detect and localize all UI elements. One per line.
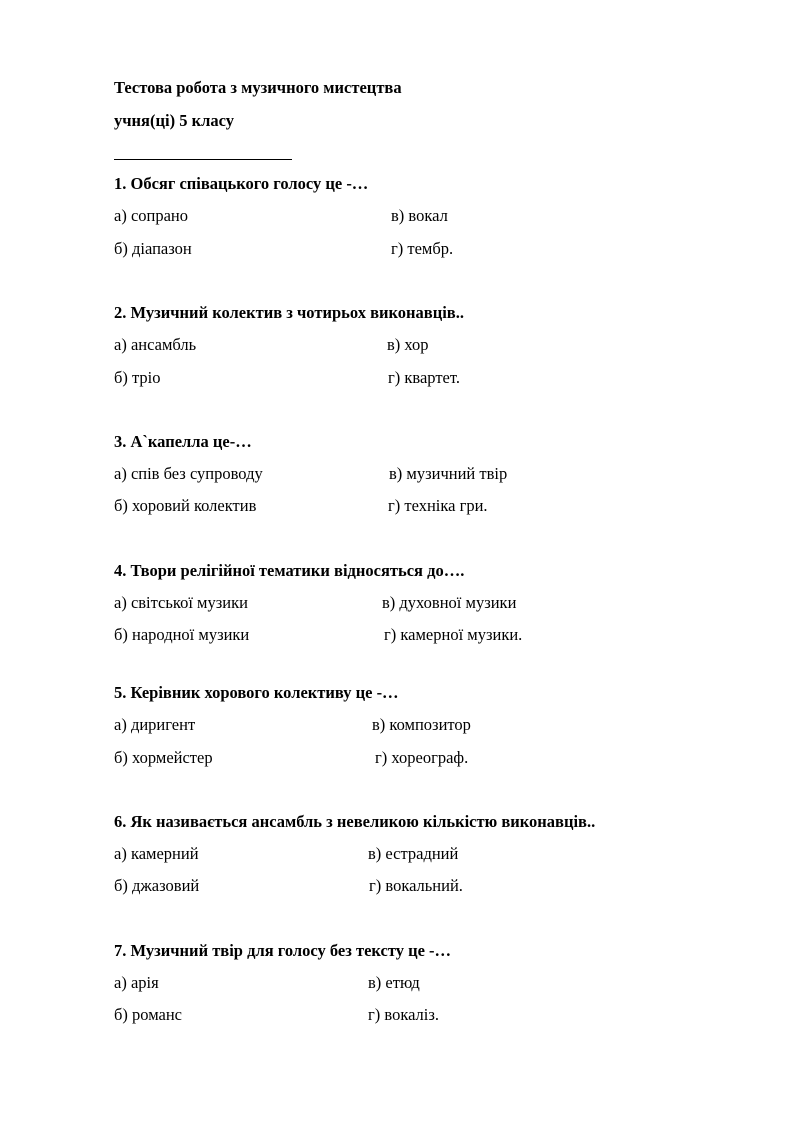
question-2-option-a: а) ансамбль <box>114 335 197 354</box>
question-6-option-a: а) камерний <box>114 844 199 863</box>
question-3-option-g: г) техніка гри. <box>388 496 488 515</box>
question-6-option-b: б) джазовий <box>114 876 200 895</box>
question-1-option-a: а) сопрано <box>114 206 189 225</box>
question-1-text: 1. Обсяг співацького голосу це -… <box>114 174 369 193</box>
question-5-text: 5. Керівник хорового колективу це -… <box>114 683 399 702</box>
question-5-option-a: а) диригент <box>114 715 196 734</box>
question-1-option-g: г) тембр. <box>391 239 454 258</box>
question-6-text: 6. Як називається ансамбль з невеликою кількістю виконавців.. <box>114 812 596 831</box>
student-class-label: учня(ці) 5 класу <box>114 111 234 130</box>
question-2-option-g: г) квартет. <box>388 368 460 387</box>
question-4-option-a: а) світської музики <box>114 593 248 612</box>
question-7-option-g: г) вокаліз. <box>368 1005 440 1024</box>
question-7-option-b: б) романс <box>114 1005 183 1024</box>
question-7-option-v: в) етюд <box>368 973 420 992</box>
question-4-text: 4. Твори релігійної тематики відносяться до…. <box>114 561 465 580</box>
question-3-text: 3. А`капелла це-… <box>114 432 252 451</box>
question-3-option-v: в) музичний твір <box>389 464 508 483</box>
question-5-option-b: б) хормейстер <box>114 748 213 767</box>
question-6-option-v: в) естрадний <box>368 844 459 863</box>
question-2-text: 2. Музичний колектив з чотирьох виконавців.. <box>114 303 464 322</box>
question-6-option-g: г) вокальний. <box>369 876 463 895</box>
question-1-option-v: в) вокал <box>391 206 448 225</box>
question-7-text: 7. Музичний твір для голосу без тексту це -… <box>114 941 452 960</box>
question-3-option-a: а) спів без супроводу <box>114 464 263 483</box>
question-3-option-b: б) хоровий колектив <box>114 496 257 515</box>
question-2-option-b: б) тріо <box>114 368 161 387</box>
question-2-option-v: в) хор <box>387 335 429 354</box>
document-title: Тестова робота з музичного мистецтва <box>114 78 402 97</box>
question-5-option-g: г) хореограф. <box>375 748 469 767</box>
name-underline <box>114 159 292 160</box>
question-7-option-a: а) арія <box>114 973 159 992</box>
question-1-option-b: б) діапазон <box>114 239 192 258</box>
question-4-option-v: в) духовної музики <box>382 593 517 612</box>
question-5-option-v: в) композитор <box>372 715 471 734</box>
question-4-option-b: б) народної музики <box>114 625 250 644</box>
question-4-option-g: г) камерної музики. <box>384 625 523 644</box>
